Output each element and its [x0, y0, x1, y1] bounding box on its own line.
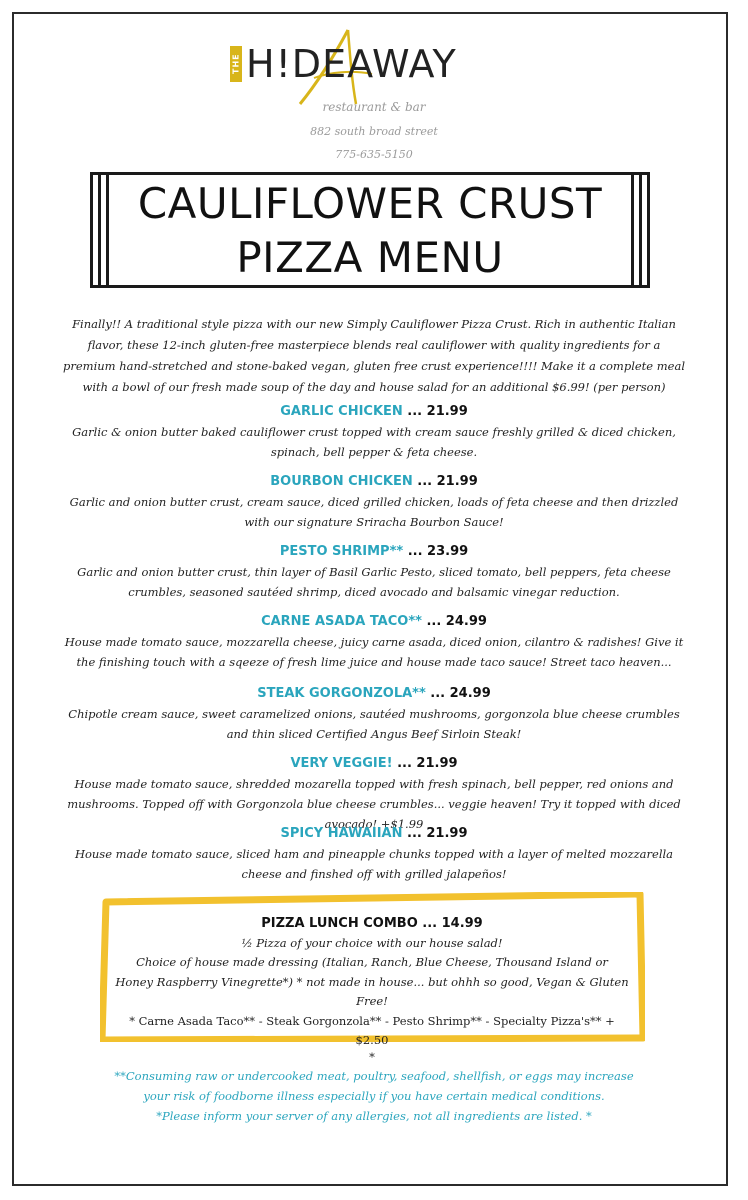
- item-description: House made tomato sauce, sliced ham and pineapple chunks topped with a layer of melted mozzarella cheese and finshed off with grilled jalapeños!: [74, 847, 674, 881]
- menu-item: [60, 472, 688, 532]
- item-name: CARNE ASADA TACO**: [261, 614, 422, 629]
- combo-line: Honey Raspberry Vinegrette*) * not made in house... but ohhh so good, Vegan & Gluten Free!: [115, 974, 629, 1008]
- item-name: GARLIC CHICKEN: [280, 404, 403, 419]
- menu-item: [60, 684, 688, 744]
- combo-title: PIZZA LUNCH COMBO ... 14.99: [261, 916, 483, 931]
- disclaimer-line: *Please inform your server of any allergies, not all ingredients are listed. *: [156, 1109, 592, 1123]
- combo-line: *: [369, 1049, 375, 1064]
- item-description: Garlic and onion butter crust, cream sauce, diced grilled chicken, loads of feta cheese and then drizzled with our signature Sriracha Bourbon Sauce!: [69, 495, 679, 529]
- item-name: STEAK GORGONZOLA**: [257, 686, 426, 701]
- title-line-2: PIZZA MENU: [236, 233, 504, 282]
- menu-item: [60, 612, 688, 672]
- disclaimer-line: your risk of foodborne illness especially if you have certain medical conditions.: [143, 1089, 605, 1103]
- item-name: BOURBON CHICKEN: [270, 474, 413, 489]
- logo-wordmark: H!DEAWAY: [246, 42, 457, 86]
- item-price: ... 21.99: [392, 756, 458, 771]
- combo-line: ½ Pizza of your choice with our house salad!: [241, 935, 503, 950]
- item-price: ... 21.99: [402, 404, 468, 419]
- menu-item: [60, 542, 688, 602]
- title-line-1: CAULIFLOWER CRUST: [137, 179, 603, 228]
- item-description: Garlic and onion butter crust, thin layer of Basil Garlic Pesto, sliced tomato, bell peppers, feta cheese crumbles, seasoned sautéed shrimp, diced avocado and balsamic vinegar reduction.: [77, 565, 671, 599]
- combo-line: Choice of house made dressing (Italian, Ranch, Blue Cheese, Thousand Island or: [136, 955, 608, 969]
- menu-item: [60, 754, 688, 834]
- restaurant-logo: [220, 26, 490, 106]
- disclaimer-line: **Consuming raw or undercooked meat, poultry, seafood, shellfish, or eggs may increase: [114, 1069, 634, 1083]
- address: 882 south broad street: [310, 125, 438, 138]
- item-price: ... 23.99: [403, 544, 469, 559]
- item-name: VERY VEGGIE!: [290, 756, 393, 771]
- intro-paragraph: Finally!! A traditional style pizza with our new Simply Cauliflower Pizza Crust. Rich in authentic Italian flavor, these 12-inch gluten-free masterpiece blends real cauliflower with quality ingredients for a premium hand-stretched and stone-baked vegan, gluten free crust experience!!!! Make it a complete meal with a bowl of our fresh made soup of the day and house salad for an additional $6.99! (per person): [63, 317, 685, 394]
- item-price: ... 21.99: [402, 826, 468, 841]
- health-disclaimer: [60, 1066, 688, 1126]
- combo-line: * Carne Asada Taco** - Steak Gorgonzola** - Pesto Shrimp** - Specialty Pizza's** + $2.50: [129, 1013, 615, 1047]
- phone: 775-635-5150: [335, 148, 413, 161]
- menu-item: [60, 824, 688, 884]
- item-description: House made tomato sauce, shredded mozarella topped with fresh spinach, bell pepper, red onions and mushrooms. Topped off with Gorgonzola blue cheese crumbles... veggie heaven! Try it topped with diced avocado! +$1.99: [67, 777, 681, 831]
- item-price: ... 21.99: [412, 474, 478, 489]
- item-price: ... 24.99: [425, 686, 491, 701]
- menu-item: [60, 402, 688, 462]
- lunch-combo: [112, 914, 632, 1063]
- item-name: SPICY HAWAIIAN: [280, 826, 403, 841]
- item-description: Garlic & onion butter baked cauliflower crust topped with cream sauce freshly grilled & diced chicken, spinach, bell pepper & feta cheese.: [72, 425, 676, 459]
- item-name: PESTO SHRIMP**: [279, 544, 404, 559]
- item-description: Chipotle cream sauce, sweet caramelized onions, sautéed mushrooms, gorgonzola blue cheese crumbles and thin sliced Certified Angus Beef Sirloin Steak!: [68, 707, 680, 741]
- title-frame: [90, 172, 650, 288]
- logo-the-badge: THE: [230, 46, 242, 82]
- tagline: restaurant & bar: [322, 100, 426, 114]
- item-price: ... 24.99: [421, 614, 487, 629]
- item-description: House made tomato sauce, mozzarella cheese, juicy carne asada, diced onion, cilantro & radishes! Give it the finishing touch with a sqeeze of fresh lime juice and house made taco sauce! Street taco heaven...: [64, 635, 684, 669]
